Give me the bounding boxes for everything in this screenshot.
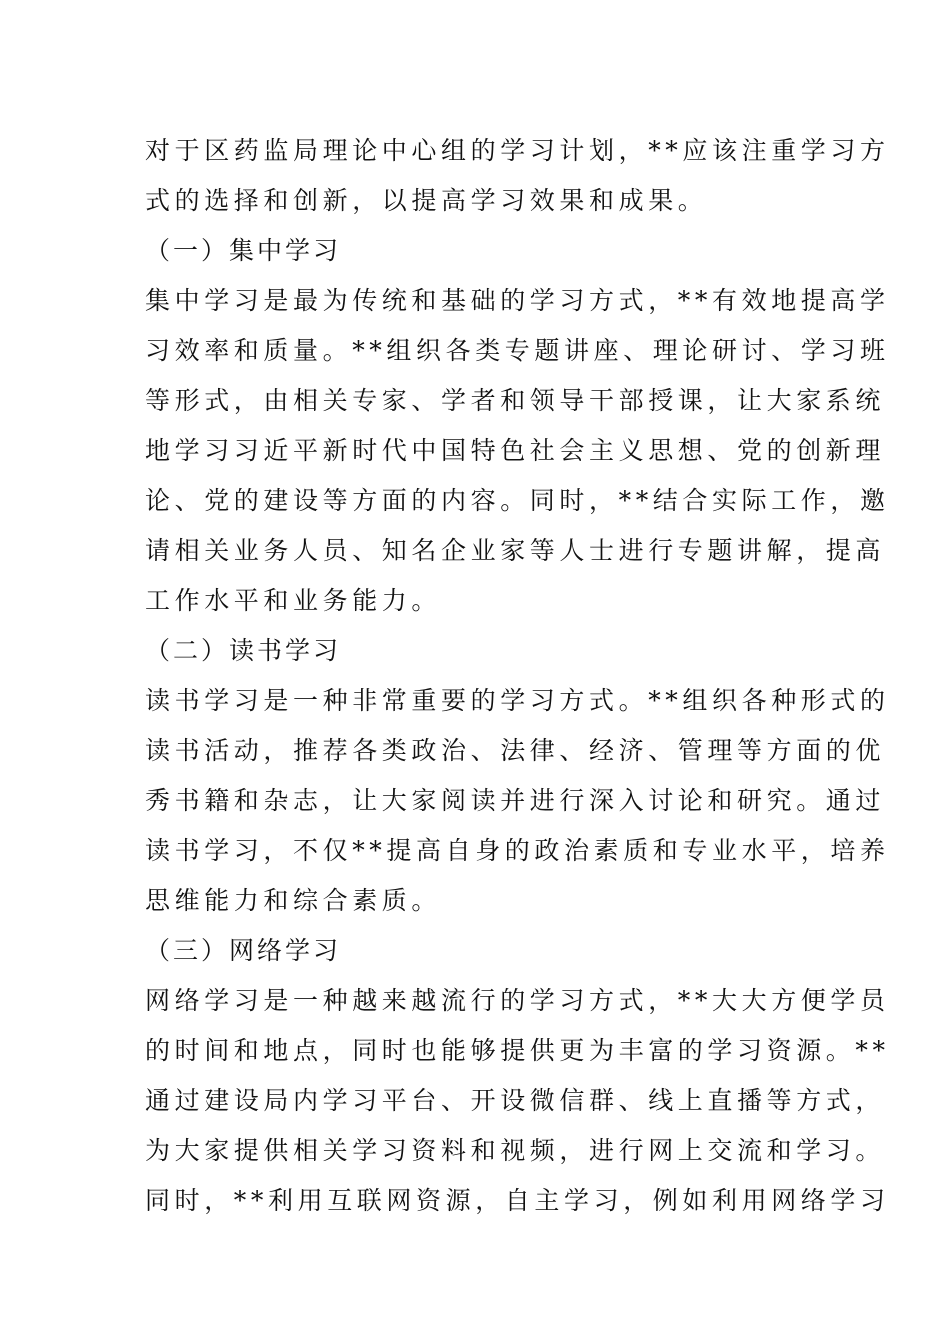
paragraph-line: 的时间和地点，同时也能够提供更为丰富的学习资源。** xyxy=(145,1036,890,1065)
paragraph-line: 工作水平和业务能力。 xyxy=(145,586,442,615)
paragraph-line: 通过建设局内学习平台、开设微信群、线上直播等方式， xyxy=(145,1086,886,1115)
intro-line: 对于区药监局理论中心组的学习计划，**应该注重学习方 xyxy=(145,136,890,165)
paragraph-line: 读书学习是一种非常重要的学习方式。**组织各种形式的 xyxy=(145,686,890,715)
paragraph-line: 地学习习近平新时代中国特色社会主义思想、党的创新理 xyxy=(145,436,886,465)
section-heading: （二）读书学习 xyxy=(145,636,342,665)
section-heading: （一）集中学习 xyxy=(145,236,342,265)
paragraph-line: 等形式，由相关专家、学者和领导干部授课，让大家系统 xyxy=(145,386,886,415)
paragraph-line: 习效率和质量。**组织各类专题讲座、理论研讨、学习班 xyxy=(145,336,890,365)
paragraph-line: 请相关业务人员、知名企业家等人士进行专题讲解，提高 xyxy=(145,536,886,565)
section-heading: （三）网络学习 xyxy=(145,936,342,965)
paragraph-line: 网络学习是一种越来越流行的学习方式，**大大方便学员 xyxy=(145,986,890,1015)
paragraph-line: 秀书籍和杂志，让大家阅读并进行深入讨论和研究。通过 xyxy=(145,786,886,815)
paragraph-line: 读书活动，推荐各类政治、法律、经济、管理等方面的优 xyxy=(145,736,886,765)
intro-line: 式的选择和创新，以提高学习效果和成果。 xyxy=(145,186,708,215)
paragraph-line: 同时，**利用互联网资源，自主学习，例如利用网络学习 xyxy=(145,1186,890,1215)
paragraph-line: 为大家提供相关学习资料和视频，进行网上交流和学习。 xyxy=(145,1136,886,1165)
document-body xyxy=(145,126,890,1226)
paragraph-line: 读书学习，不仅**提高自身的政治素质和专业水平，培养 xyxy=(145,836,890,865)
paragraph-line: 集中学习是最为传统和基础的学习方式，**有效地提高学 xyxy=(145,286,890,315)
paragraph-line: 论、党的建设等方面的内容。同时，**结合实际工作，邀 xyxy=(145,486,890,515)
paragraph-line: 思维能力和综合素质。 xyxy=(145,886,442,915)
